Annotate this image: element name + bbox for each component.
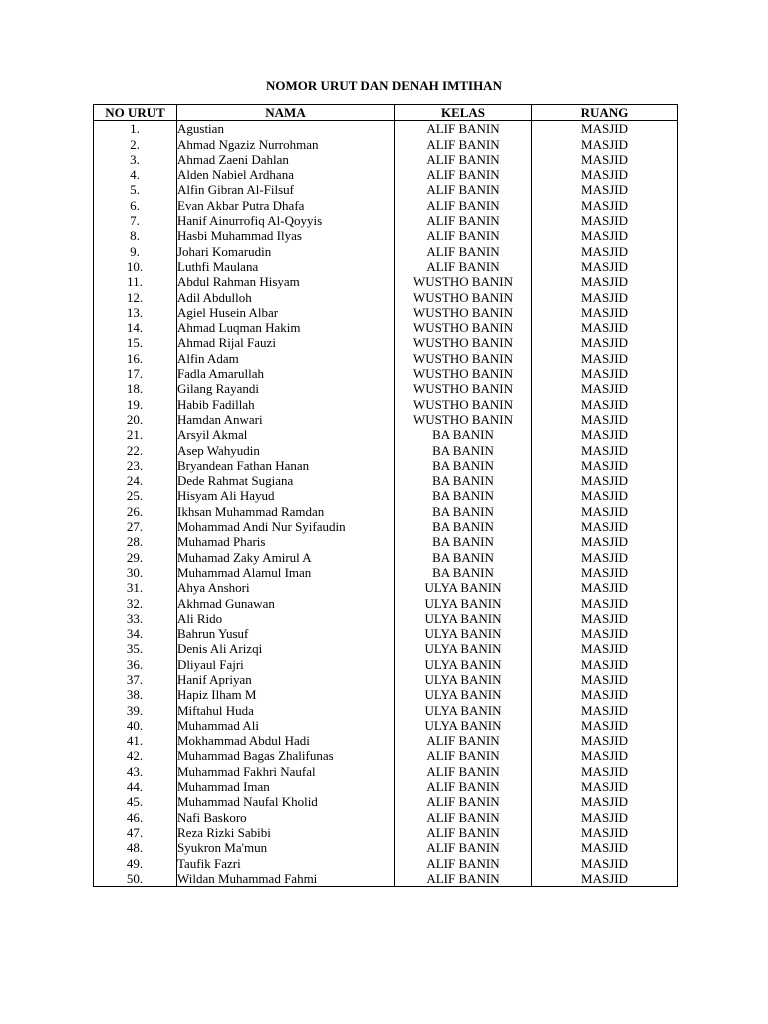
cell-ruang: MASJID [532, 182, 678, 197]
table-row [94, 687, 678, 702]
cell-no-urut: 29. [94, 550, 177, 565]
column-header-ruang: RUANG [532, 105, 678, 121]
cell-nama: Muhammad Iman [177, 779, 395, 794]
table-row [94, 443, 678, 458]
table-row [94, 244, 678, 259]
cell-no-urut: 16. [94, 351, 177, 366]
cell-no-urut: 45. [94, 794, 177, 809]
table-row [94, 274, 678, 289]
cell-no-urut: 33. [94, 611, 177, 626]
cell-ruang: MASJID [532, 290, 678, 305]
cell-ruang: MASJID [532, 473, 678, 488]
cell-kelas: ULYA BANIN [395, 657, 532, 672]
cell-ruang: MASJID [532, 137, 678, 152]
cell-ruang: MASJID [532, 534, 678, 549]
cell-kelas: BA BANIN [395, 458, 532, 473]
cell-kelas: BA BANIN [395, 504, 532, 519]
cell-no-urut: 48. [94, 840, 177, 855]
cell-no-urut: 4. [94, 167, 177, 182]
table-row [94, 397, 678, 412]
table-row [94, 611, 678, 626]
cell-no-urut: 50. [94, 871, 177, 887]
cell-nama: Dede Rahmat Sugiana [177, 473, 395, 488]
cell-kelas: ALIF BANIN [395, 182, 532, 197]
cell-nama: Muhammad Alamul Iman [177, 565, 395, 580]
cell-ruang: MASJID [532, 320, 678, 335]
cell-ruang: MASJID [532, 167, 678, 182]
cell-kelas: WUSTHO BANIN [395, 366, 532, 381]
table-body [94, 121, 678, 887]
cell-kelas: ALIF BANIN [395, 779, 532, 794]
table-row [94, 718, 678, 733]
cell-kelas: WUSTHO BANIN [395, 320, 532, 335]
cell-no-urut: 17. [94, 366, 177, 381]
cell-nama: Hanif Ainurrofiq Al-Qoyyis [177, 213, 395, 228]
cell-kelas: BA BANIN [395, 443, 532, 458]
table-row [94, 167, 678, 182]
cell-no-urut: 25. [94, 488, 177, 503]
cell-nama: Ahmad Luqman Hakim [177, 320, 395, 335]
cell-no-urut: 8. [94, 228, 177, 243]
cell-kelas: WUSTHO BANIN [395, 397, 532, 412]
cell-ruang: MASJID [532, 519, 678, 534]
cell-nama: Alden Nabiel Ardhana [177, 167, 395, 182]
table-row [94, 473, 678, 488]
cell-ruang: MASJID [532, 657, 678, 672]
cell-ruang: MASJID [532, 626, 678, 641]
cell-ruang: MASJID [532, 397, 678, 412]
cell-no-urut: 28. [94, 534, 177, 549]
cell-no-urut: 35. [94, 641, 177, 656]
cell-nama: Alfin Gibran Al-Filsuf [177, 182, 395, 197]
table-row [94, 427, 678, 442]
cell-no-urut: 32. [94, 596, 177, 611]
cell-ruang: MASJID [532, 213, 678, 228]
table-row [94, 198, 678, 213]
table-row [94, 182, 678, 197]
cell-nama: Reza Rizki Sabibi [177, 825, 395, 840]
table-row [94, 810, 678, 825]
cell-nama: Miftahul Huda [177, 703, 395, 718]
column-header-no-urut: NO URUT [94, 105, 177, 121]
cell-nama: Syukron Ma'mun [177, 840, 395, 855]
cell-no-urut: 47. [94, 825, 177, 840]
cell-ruang: MASJID [532, 274, 678, 289]
cell-no-urut: 36. [94, 657, 177, 672]
cell-no-urut: 27. [94, 519, 177, 534]
cell-kelas: ULYA BANIN [395, 641, 532, 656]
cell-kelas: ALIF BANIN [395, 825, 532, 840]
table-row [94, 458, 678, 473]
cell-ruang: MASJID [532, 228, 678, 243]
cell-no-urut: 3. [94, 152, 177, 167]
table-header-row [94, 105, 678, 121]
cell-no-urut: 18. [94, 381, 177, 396]
cell-ruang: MASJID [532, 871, 678, 887]
cell-no-urut: 19. [94, 397, 177, 412]
cell-no-urut: 41. [94, 733, 177, 748]
cell-kelas: ALIF BANIN [395, 152, 532, 167]
cell-nama: Taufik Fazri [177, 856, 395, 871]
cell-nama: Mokhammad Abdul Hadi [177, 733, 395, 748]
table-row [94, 580, 678, 595]
cell-kelas: BA BANIN [395, 550, 532, 565]
cell-ruang: MASJID [532, 733, 678, 748]
table-row [94, 565, 678, 580]
cell-nama: Gilang Rayandi [177, 381, 395, 396]
cell-no-urut: 6. [94, 198, 177, 213]
cell-ruang: MASJID [532, 825, 678, 840]
cell-kelas: ALIF BANIN [395, 228, 532, 243]
table-row [94, 137, 678, 152]
cell-ruang: MASJID [532, 366, 678, 381]
cell-ruang: MASJID [532, 580, 678, 595]
cell-ruang: MASJID [532, 779, 678, 794]
cell-kelas: ALIF BANIN [395, 748, 532, 763]
table-row [94, 305, 678, 320]
cell-no-urut: 37. [94, 672, 177, 687]
cell-nama: Muhammad Ali [177, 718, 395, 733]
cell-no-urut: 2. [94, 137, 177, 152]
cell-nama: Muhammad Naufal Kholid [177, 794, 395, 809]
cell-ruang: MASJID [532, 488, 678, 503]
cell-nama: Fadla Amarullah [177, 366, 395, 381]
cell-nama: Akhmad Gunawan [177, 596, 395, 611]
cell-ruang: MASJID [532, 703, 678, 718]
cell-kelas: ALIF BANIN [395, 733, 532, 748]
cell-ruang: MASJID [532, 672, 678, 687]
cell-no-urut: 38. [94, 687, 177, 702]
table-row [94, 152, 678, 167]
cell-no-urut: 15. [94, 335, 177, 350]
cell-kelas: ALIF BANIN [395, 213, 532, 228]
cell-no-urut: 21. [94, 427, 177, 442]
table-row [94, 519, 678, 534]
cell-ruang: MASJID [532, 718, 678, 733]
table-row [94, 871, 678, 887]
column-header-kelas: KELAS [395, 105, 532, 121]
cell-kelas: BA BANIN [395, 488, 532, 503]
table-row [94, 748, 678, 763]
cell-no-urut: 26. [94, 504, 177, 519]
cell-kelas: WUSTHO BANIN [395, 412, 532, 427]
cell-kelas: ULYA BANIN [395, 596, 532, 611]
cell-nama: Muhammad Fakhri Naufal [177, 764, 395, 779]
cell-kelas: ALIF BANIN [395, 794, 532, 809]
cell-ruang: MASJID [532, 840, 678, 855]
cell-ruang: MASJID [532, 748, 678, 763]
table-row [94, 504, 678, 519]
cell-no-urut: 11. [94, 274, 177, 289]
cell-nama: Alfin Adam [177, 351, 395, 366]
table-row [94, 213, 678, 228]
cell-kelas: BA BANIN [395, 427, 532, 442]
cell-no-urut: 14. [94, 320, 177, 335]
cell-no-urut: 9. [94, 244, 177, 259]
cell-no-urut: 13. [94, 305, 177, 320]
cell-nama: Johari Komarudin [177, 244, 395, 259]
cell-kelas: ALIF BANIN [395, 244, 532, 259]
cell-kelas: ALIF BANIN [395, 871, 532, 887]
table-row [94, 320, 678, 335]
cell-ruang: MASJID [532, 565, 678, 580]
cell-nama: Hasbi Muhammad Ilyas [177, 228, 395, 243]
cell-ruang: MASJID [532, 810, 678, 825]
table-row [94, 672, 678, 687]
cell-nama: Asep Wahyudin [177, 443, 395, 458]
cell-ruang: MASJID [532, 764, 678, 779]
cell-ruang: MASJID [532, 152, 678, 167]
cell-ruang: MASJID [532, 381, 678, 396]
cell-kelas: BA BANIN [395, 534, 532, 549]
cell-kelas: ALIF BANIN [395, 198, 532, 213]
column-header-nama: NAMA [177, 105, 395, 121]
table-row [94, 228, 678, 243]
cell-kelas: WUSTHO BANIN [395, 305, 532, 320]
cell-nama: Hapiz Ilham M [177, 687, 395, 702]
cell-nama: Ikhsan Muhammad Ramdan [177, 504, 395, 519]
cell-ruang: MASJID [532, 443, 678, 458]
cell-nama: Dliyaul Fajri [177, 657, 395, 672]
cell-kelas: ULYA BANIN [395, 626, 532, 641]
cell-no-urut: 5. [94, 182, 177, 197]
cell-ruang: MASJID [532, 458, 678, 473]
cell-nama: Mohammad Andi Nur Syifaudin [177, 519, 395, 534]
cell-kelas: ALIF BANIN [395, 764, 532, 779]
cell-ruang: MASJID [532, 305, 678, 320]
cell-ruang: MASJID [532, 121, 678, 137]
cell-ruang: MASJID [532, 198, 678, 213]
cell-ruang: MASJID [532, 504, 678, 519]
cell-no-urut: 30. [94, 565, 177, 580]
cell-kelas: ALIF BANIN [395, 167, 532, 182]
cell-no-urut: 42. [94, 748, 177, 763]
cell-nama: Habib Fadillah [177, 397, 395, 412]
cell-nama: Arsyil Akmal [177, 427, 395, 442]
cell-no-urut: 12. [94, 290, 177, 305]
cell-nama: Hanif Apriyan [177, 672, 395, 687]
cell-nama: Bryandean Fathan Hanan [177, 458, 395, 473]
table-row [94, 412, 678, 427]
cell-kelas: ALIF BANIN [395, 259, 532, 274]
cell-no-urut: 23. [94, 458, 177, 473]
page-title: NOMOR URUT DAN DENAH IMTIHAN [266, 78, 502, 93]
cell-no-urut: 40. [94, 718, 177, 733]
cell-ruang: MASJID [532, 794, 678, 809]
cell-ruang: MASJID [532, 244, 678, 259]
cell-no-urut: 49. [94, 856, 177, 871]
cell-kelas: WUSTHO BANIN [395, 290, 532, 305]
cell-ruang: MASJID [532, 351, 678, 366]
cell-ruang: MASJID [532, 596, 678, 611]
cell-nama: Agustian [177, 121, 395, 137]
cell-kelas: WUSTHO BANIN [395, 274, 532, 289]
cell-kelas: WUSTHO BANIN [395, 381, 532, 396]
cell-kelas: WUSTHO BANIN [395, 335, 532, 350]
cell-nama: Ahmad Zaeni Dahlan [177, 152, 395, 167]
cell-kelas: ALIF BANIN [395, 121, 532, 137]
cell-no-urut: 43. [94, 764, 177, 779]
table-row [94, 779, 678, 794]
cell-nama: Denis Ali Arizqi [177, 641, 395, 656]
cell-no-urut: 20. [94, 412, 177, 427]
cell-nama: Muhammad Bagas Zhalifunas [177, 748, 395, 763]
table-row [94, 733, 678, 748]
cell-nama: Luthfi Maulana [177, 259, 395, 274]
cell-no-urut: 1. [94, 121, 177, 137]
cell-nama: Ahya Anshori [177, 580, 395, 595]
table-row [94, 596, 678, 611]
cell-nama: Muhamad Zaky Amirul A [177, 550, 395, 565]
table-row [94, 381, 678, 396]
cell-nama: Wildan Muhammad Fahmi [177, 871, 395, 887]
cell-no-urut: 24. [94, 473, 177, 488]
table-row [94, 290, 678, 305]
table-row [94, 550, 678, 565]
table-row [94, 657, 678, 672]
cell-kelas: BA BANIN [395, 519, 532, 534]
cell-nama: Hamdan Anwari [177, 412, 395, 427]
cell-kelas: ULYA BANIN [395, 703, 532, 718]
cell-no-urut: 34. [94, 626, 177, 641]
table-row [94, 121, 678, 137]
cell-kelas: WUSTHO BANIN [395, 351, 532, 366]
cell-kelas: ULYA BANIN [395, 718, 532, 733]
cell-ruang: MASJID [532, 335, 678, 350]
cell-kelas: ALIF BANIN [395, 840, 532, 855]
cell-nama: Nafi Baskoro [177, 810, 395, 825]
cell-ruang: MASJID [532, 259, 678, 274]
cell-no-urut: 39. [94, 703, 177, 718]
cell-nama: Evan Akbar Putra Dhafa [177, 198, 395, 213]
cell-no-urut: 44. [94, 779, 177, 794]
cell-ruang: MASJID [532, 412, 678, 427]
cell-nama: Muhamad Pharis [177, 534, 395, 549]
cell-no-urut: 22. [94, 443, 177, 458]
cell-kelas: ULYA BANIN [395, 672, 532, 687]
exam-roster-table [93, 104, 678, 887]
cell-ruang: MASJID [532, 687, 678, 702]
table-row [94, 351, 678, 366]
cell-kelas: ULYA BANIN [395, 611, 532, 626]
cell-ruang: MASJID [532, 427, 678, 442]
cell-kelas: ALIF BANIN [395, 137, 532, 152]
cell-no-urut: 10. [94, 259, 177, 274]
table-row [94, 856, 678, 871]
cell-nama: Abdul Rahman Hisyam [177, 274, 395, 289]
table-row [94, 764, 678, 779]
cell-nama: Agiel Husein Albar [177, 305, 395, 320]
table-row [94, 534, 678, 549]
cell-no-urut: 46. [94, 810, 177, 825]
cell-ruang: MASJID [532, 856, 678, 871]
table-row [94, 825, 678, 840]
table-row [94, 703, 678, 718]
cell-nama: Ahmad Ngaziz Nurrohman [177, 137, 395, 152]
cell-nama: Ahmad Rijal Fauzi [177, 335, 395, 350]
cell-kelas: ALIF BANIN [395, 810, 532, 825]
cell-kelas: ULYA BANIN [395, 687, 532, 702]
cell-no-urut: 31. [94, 580, 177, 595]
cell-nama: Bahrun Yusuf [177, 626, 395, 641]
table-row [94, 335, 678, 350]
cell-nama: Hisyam Ali Hayud [177, 488, 395, 503]
cell-ruang: MASJID [532, 641, 678, 656]
cell-kelas: ALIF BANIN [395, 856, 532, 871]
table-row [94, 641, 678, 656]
table-row [94, 794, 678, 809]
table-row [94, 626, 678, 641]
cell-ruang: MASJID [532, 550, 678, 565]
cell-ruang: MASJID [532, 611, 678, 626]
table-row [94, 840, 678, 855]
table-row [94, 259, 678, 274]
cell-kelas: BA BANIN [395, 565, 532, 580]
table-row [94, 488, 678, 503]
cell-no-urut: 7. [94, 213, 177, 228]
cell-kelas: ULYA BANIN [395, 580, 532, 595]
cell-kelas: BA BANIN [395, 473, 532, 488]
cell-nama: Ali Rido [177, 611, 395, 626]
table-row [94, 366, 678, 381]
cell-nama: Adil Abdulloh [177, 290, 395, 305]
